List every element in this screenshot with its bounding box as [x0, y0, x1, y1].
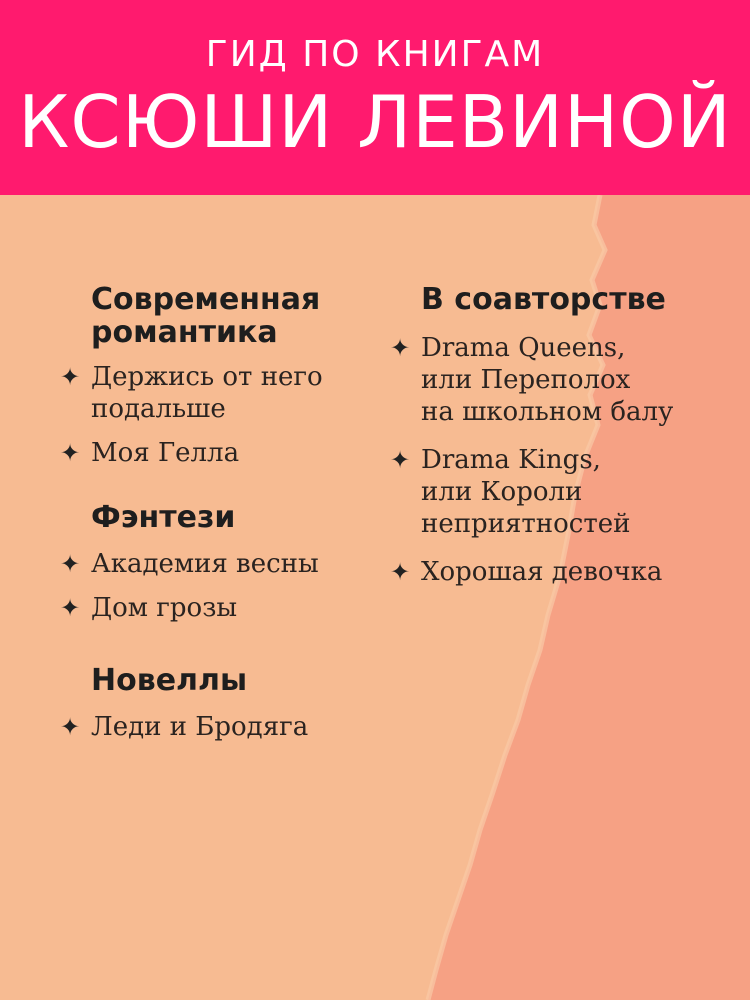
book-item — [58, 711, 378, 743]
book-title: Держись от него подальше — [91, 362, 323, 424]
star-bullet-icon: ✦ — [389, 446, 411, 474]
left-column — [58, 283, 378, 743]
star-bullet-icon: ✦ — [389, 558, 411, 586]
book-item — [388, 556, 708, 588]
star-bullet-icon: ✦ — [59, 439, 81, 467]
header-title: КСЮШИ ЛЕВИНОЙ — [18, 80, 732, 164]
book-title: Моя Гелла — [91, 438, 240, 468]
book-title: Drama Queens, или Переполох на школьном балу — [421, 333, 674, 427]
header-subtitle: ГИД ПО КНИГАМ — [205, 34, 545, 75]
book-title: Дом грозы — [91, 593, 238, 623]
section-title: Современная романтика — [91, 282, 321, 350]
book-title: Академия весны — [91, 549, 319, 579]
star-bullet-icon: ✦ — [59, 550, 81, 578]
book-title: Хорошая девочка — [421, 557, 663, 587]
book-item — [58, 592, 378, 624]
book-title: Drama Kings, или Короли неприятностей — [421, 445, 631, 539]
section-title: В соавторстве — [421, 282, 666, 317]
book-item — [58, 437, 378, 469]
book-item — [58, 361, 378, 425]
star-bullet-icon: ✦ — [59, 363, 81, 391]
star-bullet-icon: ✦ — [389, 334, 411, 362]
book-item — [58, 548, 378, 580]
section-novellas — [58, 664, 378, 743]
section-co-authored — [388, 283, 708, 588]
header-banner — [0, 0, 750, 195]
star-bullet-icon: ✦ — [59, 713, 81, 741]
section-contemporary-romance — [58, 283, 378, 469]
book-item — [388, 332, 708, 428]
book-title: Леди и Бродяга — [91, 712, 309, 742]
section-title: Новеллы — [91, 663, 248, 698]
right-column — [388, 283, 708, 588]
section-fantasy — [58, 501, 378, 624]
star-bullet-icon: ✦ — [59, 594, 81, 622]
book-item — [388, 444, 708, 540]
section-title: Фэнтези — [91, 500, 236, 535]
